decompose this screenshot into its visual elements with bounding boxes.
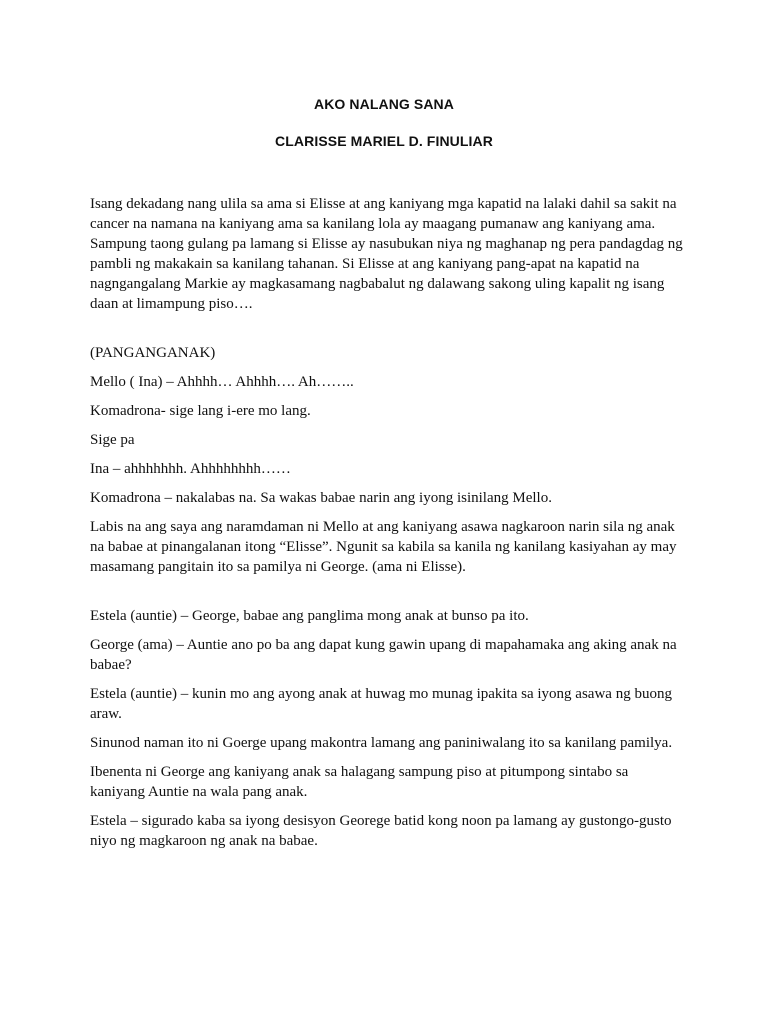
narration-paragraph: Sinunod naman ito ni Goerge upang makontra lamang ang paniniwalang ito sa kanilang pamilya.: [90, 735, 673, 751]
dialogue-line: Ina – ahhhhhhh. Ahhhhhhhh……: [90, 461, 291, 477]
document-author: CLARISSE MARIEL D. FINULIAR: [275, 133, 493, 149]
dialogue-line: George (ama) – Auntie ano po ba ang dapat kung gawin upang di mapahamaka ang aking anak na babae?: [90, 637, 677, 673]
dialogue-line: Komadrona – nakalabas na. Sa wakas babae narin ang iyong isinilang Mello.: [90, 490, 552, 506]
scene-heading: (PANGANGANAK): [90, 345, 216, 361]
document-body: [90, 194, 685, 851]
dialogue-line: Mello ( Ina) – Ahhhh… Ahhhh…. Ah……..: [90, 374, 354, 390]
dialogue-line: Estela (auntie) – kunin mo ang ayong anak at huwag mo munag ipakita sa iyong asawa ng buong araw.: [90, 686, 672, 722]
narration-paragraph: Labis na ang saya ang naramdaman ni Mello at ang kaniyang asawa nagkaroon narin sila ng anak na babae at pinangalanan itong “Elisse”. Ngunit sa kabila sa kanila ng kanilang kasiyahan ay may masamang pangitain ito sa pamilya ni George. (ama ni Elisse).: [90, 519, 677, 575]
intro-paragraph: Isang dekadang nang ulila sa ama si Elisse at ang kaniyang mga kapatid na lalaki dahil sa sakit na cancer na namana na kaniyang ama sa kanilang lola ay maagang pumanaw ang kaniyang ama. Sampung taong gulang pa lamang si Elisse ay nasubukan niya ng maghanap ng pera pandagdag ng pambli ng makakain sa kanilang tahanan. Si Elisse at ang kaniyang pang-apat na kapatid na nagngangalang Markie ay magkasamang nagbabalut ng dalawang sakong uling kapalit ng isang daan at limampung piso….: [90, 196, 683, 312]
narration-paragraph: Ibenenta ni George ang kaniyang anak sa halagang sampung piso at pitumpong sintabo sa kaniyang Auntie na wala pang anak.: [90, 764, 629, 800]
dialogue-line: Estela – sigurado kaba sa iyong desisyon Georege batid kong noon pa lamang ay gustongo-gusto niyo ng magkaroon ng anak na babae.: [90, 813, 672, 849]
dialogue-line: Komadrona- sige lang i-ere mo lang.: [90, 403, 311, 419]
dialogue-line: Sige pa: [90, 432, 135, 448]
dialogue-line: Estela (auntie) – George, babae ang panglima mong anak at bunso pa ito.: [90, 608, 529, 624]
document-title: AKO NALANG SANA: [314, 96, 454, 112]
